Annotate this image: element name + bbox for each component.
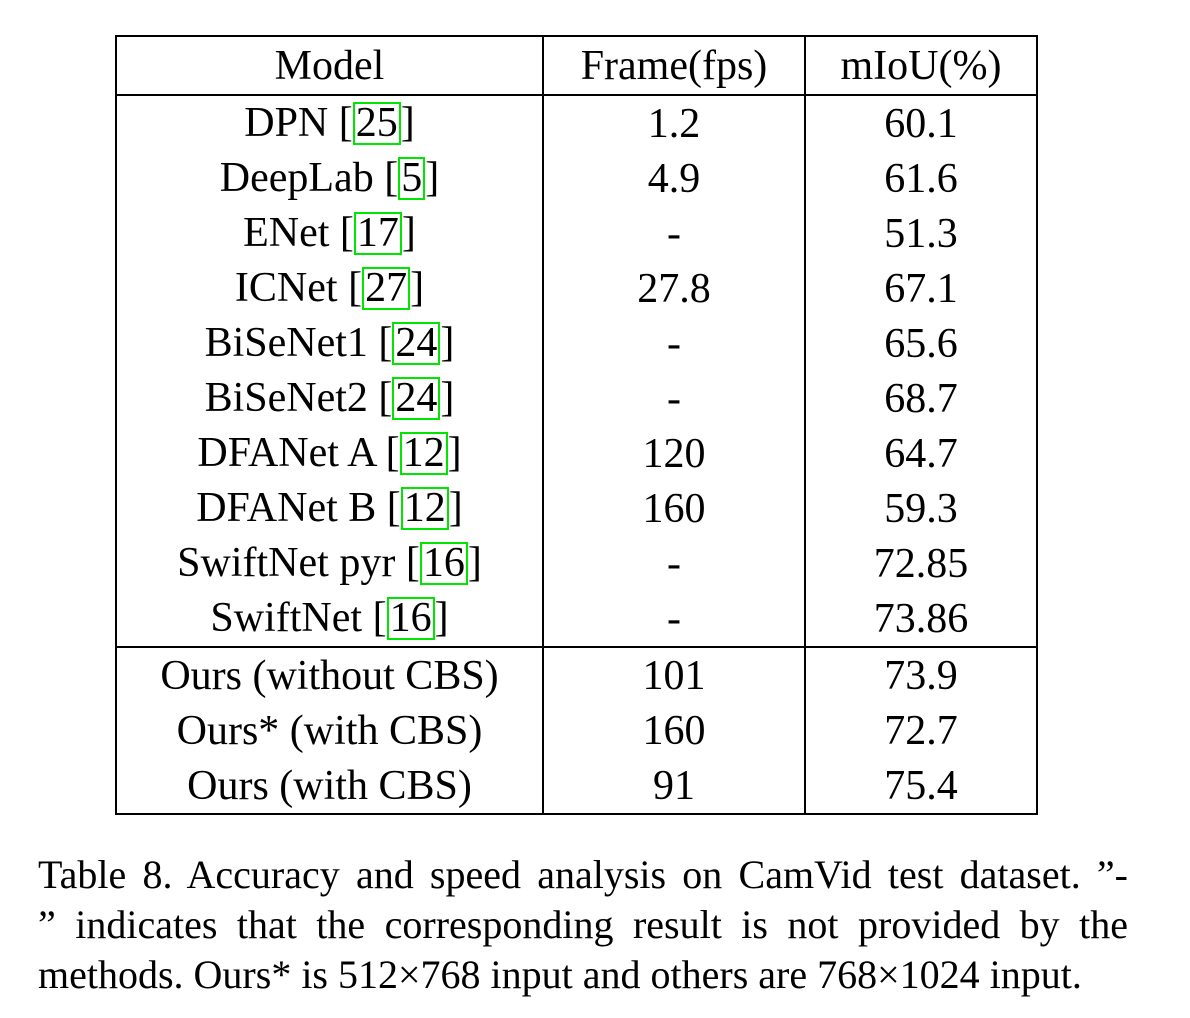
model-cell: ENet [17] [116,206,543,261]
model-name: DeepLab [219,154,374,201]
model-name: BiSeNet2 [204,374,368,421]
citation-link[interactable]: 17 [354,212,402,256]
model-cell: ICNet [27] [116,261,543,316]
model-cell: SwiftNet [16] [116,591,543,647]
model-cell [116,703,543,758]
fps-cell: 101 [543,647,805,703]
model-cell: Ours (with CBS) [116,758,543,814]
table-row [116,481,1037,536]
model-cell: DPN [25] [116,95,543,151]
table-row [116,536,1037,591]
header-miou: mIoU(%) [805,36,1037,95]
model-cell: Ours (without CBS) [116,647,543,703]
table-row [116,206,1037,261]
model-name: DFANet A [197,429,376,476]
model-name: SwiftNet [210,594,363,641]
table-row-ours [116,758,1037,814]
table-caption [38,850,1128,1000]
caption-line-2: ” indicates that the corresponding result is not provided by the [38,902,1128,947]
miou-cell: 61.6 [884,155,958,202]
fps-cell: 1.2 [543,95,805,151]
results-table-container [115,35,1038,815]
citation-link[interactable]: 5 [398,157,425,201]
model-name: DPN [244,99,329,146]
miou-cell: 67.1 [884,265,958,312]
miou-cell: 64.7 [884,430,958,477]
model-name: ENet [243,209,330,256]
table-row [116,426,1037,481]
model-name: Ours* (with CBS) [176,707,483,754]
table-row-ours [116,703,1037,758]
model-name: DFANet B [196,484,377,531]
fps-cell: - [543,206,805,261]
fps-cell: 160 [543,481,805,536]
miou-cell: 73.86 [873,595,969,642]
fps-cell: - [543,371,805,426]
table-row [116,316,1037,371]
model-name: BiSeNet1 [204,319,368,366]
miou-cell: 59.3 [884,485,958,532]
table-row [116,95,1037,151]
fps-cell: - [543,536,805,591]
caption-line-1: Table 8. Accuracy and speed analysis on CamVid test dataset. ”- [38,852,1128,897]
miou-cell-best: 75.4 [884,762,958,809]
fps-cell: 120 [543,426,805,481]
citation-link[interactable]: 25 [353,102,401,146]
model-cell: BiSeNet2 [24] [116,371,543,426]
table-row [116,591,1037,647]
citation-link[interactable]: 12 [401,487,449,531]
miou-cell: 72.85 [873,540,969,587]
miou-cell: 60.1 [884,100,958,147]
table-header-row [116,36,1037,95]
fps-cell: - [543,316,805,371]
miou-cell: 65.6 [884,320,958,367]
table-row [116,371,1037,426]
model-cell: DFANet A [12] [116,426,543,481]
fps-cell: - [543,591,805,647]
model-cell: SwiftNet pyr [16] [116,536,543,591]
fps-cell: 4.9 [543,151,805,206]
miou-cell: 68.7 [884,375,958,422]
header-frame-fps: Frame(fps) [543,36,805,95]
citation-link[interactable]: 24 [392,377,440,421]
table-row [116,261,1037,316]
table-row-ours [116,647,1037,703]
caption-line-3: methods. Ours* is 512×768 input and others are 768×1024 input. [38,952,1082,997]
miou-cell-best: 73.9 [805,647,1037,703]
citation-link[interactable]: 27 [362,267,410,311]
model-name: ICNet [234,264,338,311]
citation-link[interactable]: 12 [400,432,448,476]
miou-cell: 51.3 [884,210,958,257]
model-cell: DFANet B [12] [116,481,543,536]
fps-cell: 91 [543,758,805,814]
fps-cell: 27.8 [543,261,805,316]
citation-link[interactable]: 24 [392,322,440,366]
model-cell: BiSeNet1 [24] [116,316,543,371]
fps-cell-best: 160 [543,703,805,758]
model-name: SwiftNet pyr [177,539,396,586]
citation-link[interactable]: 16 [420,542,468,586]
results-table [115,35,1038,815]
model-cell: DeepLab [5] [116,151,543,206]
miou-cell: 72.7 [884,707,958,754]
table-row [116,151,1037,206]
header-model: Model [116,36,543,95]
citation-link[interactable]: 16 [387,597,435,641]
